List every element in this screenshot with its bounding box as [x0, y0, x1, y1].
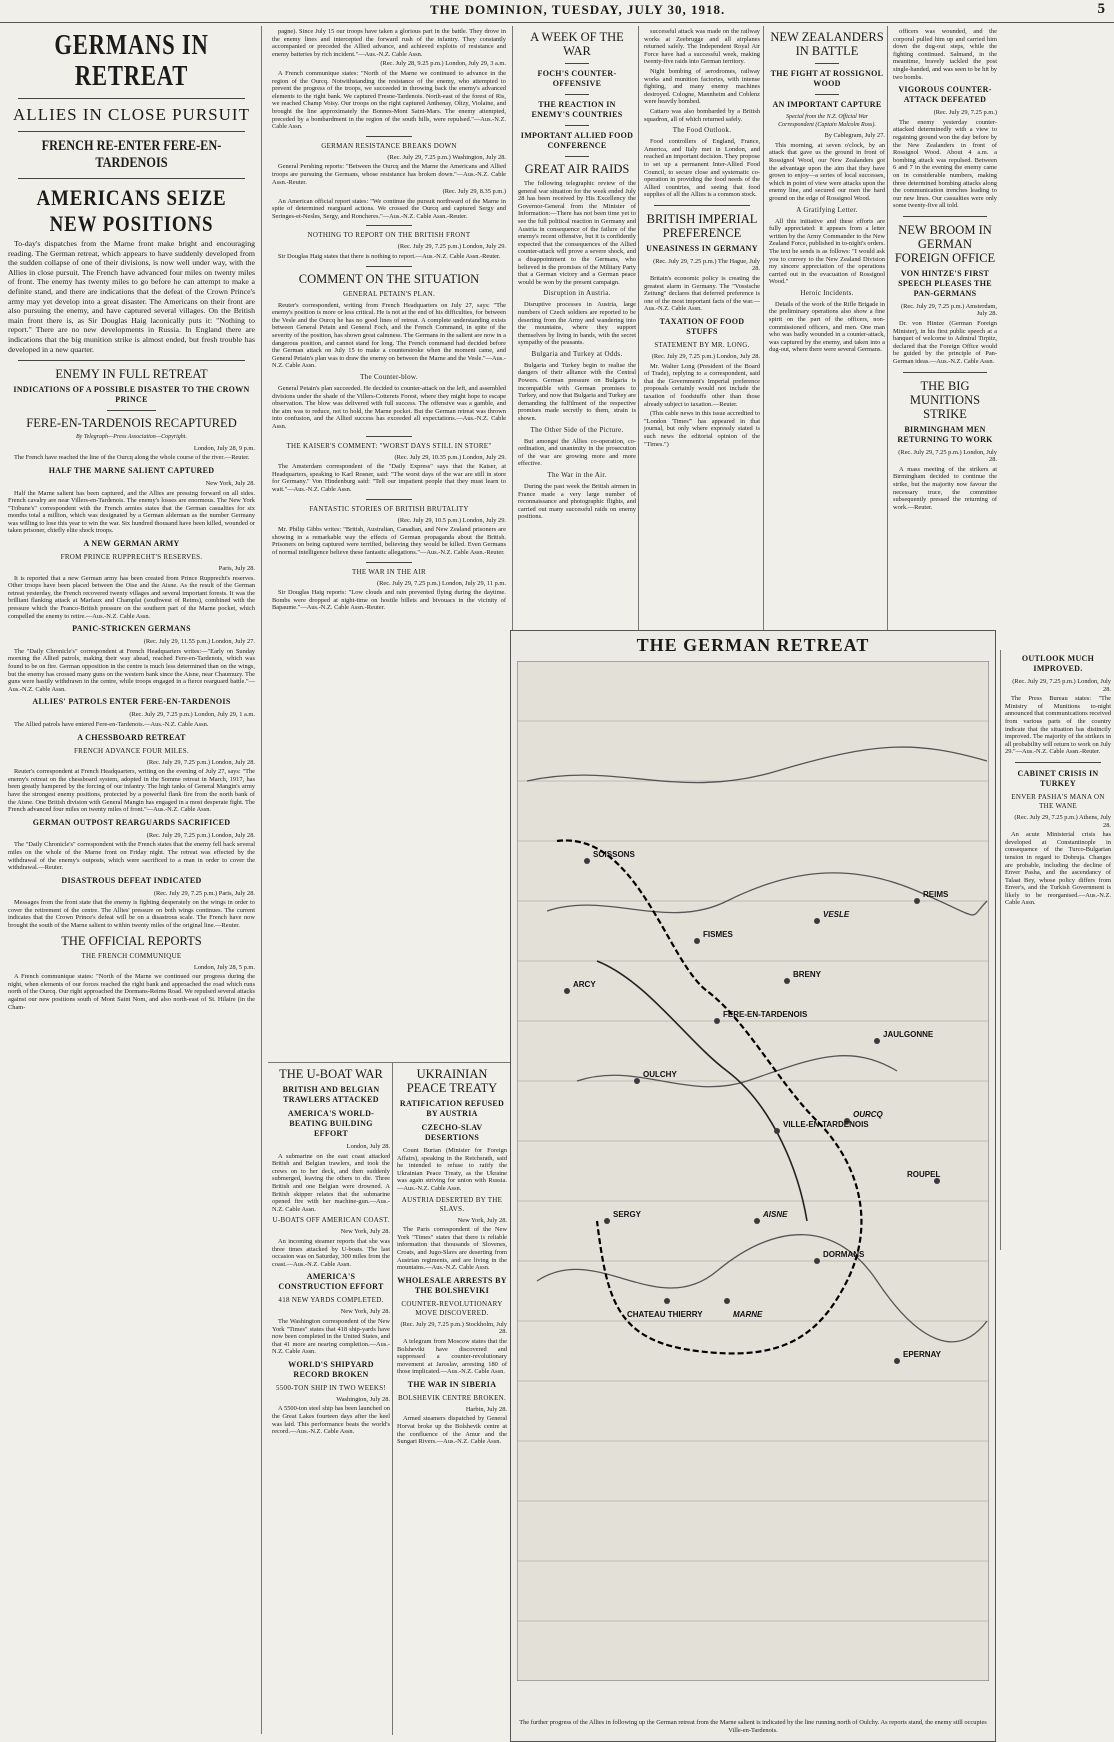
- column-strike-and-turkey: [1000, 650, 1114, 1250]
- article-body: Reuter's correspondent at French Headquarters, writing on the evening of July 27, says: "The enemy's retreat on the chessboard system, adopted in the Somme retreat in March, 1917, has been greatly hampered by the forcing of our infantry. The high tanks of General Mangin's army have the strongest enemy positions, protected by a powerful flank fire from the north bank of the Aisne. One British division with General Mangin has engaged in a most desperate fight. The French advanced four miles on twenty miles of front."—Aus.-N.Z. Cable Assn.: [8, 768, 255, 814]
- german-retreat-map: [510, 630, 996, 1742]
- section-subheading: ENVER PASHA'S MANA ON THE WANE: [1011, 792, 1105, 810]
- section-subheading: THE FRENCH COMMUNIQUE: [81, 951, 182, 960]
- section-subheading: The Food Outlook.: [672, 126, 732, 135]
- dateline: (Rec. July 29, 7.25 p.m.) London, July 28.: [898, 448, 997, 464]
- section-subheading: Bulgaria and Turkey at Odds.: [531, 349, 623, 358]
- article-body: The Press Bureau states: "The Ministry of Munitions to-night announced that communications received from various parts of the country indicate that the situation has distinctly improved. The majority of the strikers in all probability will return to work on July 29."—Aus.-N.Z. Cable Assn.-Reuter.: [1005, 695, 1111, 756]
- map-label: ARCY: [573, 980, 596, 989]
- dateline: (Rec. July 29, 8.35 p.m.): [442, 188, 506, 196]
- dateline: London, July 28, 5 p.m.: [193, 963, 255, 971]
- dateline: (Rec. July 29, 7.25 p.m.) Amsterdam, July 28.: [900, 302, 997, 318]
- article-body: The following telegraphic review of the general war situation for the week ended July 28 has been received by His Excellency the Governor-General from the Minister of Information:—There has not been time yet to see the full political reaction in Germany and Austria in consequence of the failure of the enemy's recent offensive, but it is confidently expected that the consequences of the Allied counter-attack will prove a severe shock, and a disappointment to the Germans, who believed in the promises of the Military Party that a German victory and a German peace would be won by the present campaign.: [518, 180, 636, 286]
- article-body: Night bombing of aerodromes, railway works and munition factories, with intense fighting, and many enemy machines destroyed. Cologne, Mannheim and Coblenz were heavily bombed.: [644, 67, 760, 106]
- section-subheading: 5500-TON SHIP IN TWO WEEKS!: [275, 1383, 387, 1392]
- section-heading: THE WAR IN THE AIR: [352, 567, 426, 576]
- section-subheading: RATIFICATION REFUSED BY AUSTRIA: [399, 1099, 505, 1118]
- section-subheading: The Counter-blow.: [360, 373, 418, 381]
- article-body: The Washington correspondent of the New York "Times" states that 418 ship-yards have now been completed in the United States, and that 41 more are nearing completion.—Aus.-N.Z. Cable Assn.: [272, 1317, 390, 1356]
- article-body: Food controllers of England, France, America, and Italy met in London, and reached an important decision. They propose to set up a permanent Inter-Allied Food Council, to secure close and systematic co-operation in providing the food needs of the Allied countries, and seeing that food supplies of all the Allies is a common stock.: [644, 138, 760, 199]
- section-subheading: THE WAR IN SIBERIA: [407, 1379, 497, 1389]
- divider: [565, 94, 589, 95]
- section-subheading: A Gratifying Letter.: [796, 205, 858, 214]
- map-label: CHATEAU THIERRY: [627, 1310, 703, 1319]
- section-subheading: UNEASINESS IN GERMANY: [646, 243, 758, 253]
- article-body: General Petain's plan succeeded. He decided to counter-attack on the left, and assembled divisions under the shade of the Villers-Cotterets Forest, where they might hope to escape observation. The blow was delivered with full success. The offensive was a gamble, and the aim was to reduce, not to hold, the Marne pocket. But the German retreat was thrown into confusion, and the Allied success has exceeded all expectations.—Aus.-N.Z. Cable Assn.: [272, 385, 506, 430]
- dateline: London, July 28, 9 p.m.: [193, 444, 255, 452]
- article-body: A submarine on the east coast attacked British and Belgian trawlers, and took the crews on to her deck, and then suddenly submerged, leaving the others to die. Three British and one Belgian were drowned. A British skipper relates that the submarine opened fire with her machine-gun.—Aus.-N.Z. Cable Assn.: [272, 1152, 390, 1213]
- article-body: An acute Ministerial crisis has developed at Constantinople in consequence of the Turco-Bulgarian tension in regard to Dobruja. Changes are probable, including the decline of Enver Pasha, and the ascendancy of Talaat Bey, whose policy differs from Enver's, and the Turkish Government is likely to be reorganised.—Aus.-N.Z. Cable Assn.: [1005, 831, 1111, 907]
- dateline: (Rec. July 28, 9.25 p.m.) London, July 29, 3 a.m.: [380, 60, 506, 68]
- column-air-and-food: [638, 26, 765, 646]
- section-subheading: STATEMENT BY MR. LONG.: [654, 341, 750, 350]
- article-body: The French have reached the line of the Ourcq along the whole course of the river.—Reuter.: [14, 454, 250, 462]
- divider: [107, 410, 156, 411]
- divider: [366, 562, 413, 563]
- section-subheading: AN IMPORTANT CAPTURE: [772, 100, 882, 109]
- section-heading: GERMAN RESISTANCE BREAKS DOWN: [321, 141, 457, 150]
- section-subheading: FRENCH ADVANCE FOUR MILES.: [73, 746, 190, 755]
- article-body: A French communique states: "North of the Marne we continued to advance in the region of the Ourcq. Notwithstanding the resistance of the enemy, who attempted to prevent the progress of the troops, we succeeded in throwing back the enemy's advanced elements to the right bank. We captured Fresne-Tardenois. North-east of the forest of Ris, we reached Champ Voisy. Our troops on the right captured Anthenay, Olizy, Violaine, and brought the line approximately the Bonnes-Mont Saint-Mars. The enemy attempted, preceded by a bombardment in the region of the south hills, were repulsed."—Aus.-N.Z. Cable Assn.: [272, 69, 506, 131]
- column-counter-attack: [887, 26, 1002, 646]
- dateline: London, July 28.: [346, 1143, 390, 1150]
- article-body: Reuter's correspondent, writing from French Headquarters on July 27, says: "The enemy's position is more or less critical. He is not at the end of his difficulties, for between the Vesle and the Ourcq he has no good lines of retreat. A complete understanding exists between General Petain and General Foch, and the French Command, in spite of the severity of the position, has shown great calmness. The Germans in the salient are now in a dangerous position, and cannot stand for long. The French command had decided before the German attack on July 15 to make a counterstroke when the moment came, and General Petain's plan was to draw the enemy on between the Marne and the Vesle."—Aus.-N.Z. Cable Assn.: [272, 301, 506, 370]
- section-heading: THE U-BOAT WAR: [279, 1067, 383, 1081]
- section-subheading: AUSTRIA DESERTED BY THE SLAVS.: [401, 1195, 503, 1213]
- article-body: A mass meeting of the strikers at Birmingham decided to continue the strike, but the majority now favour the necessary truce, the committee subsequently pressed the returning of work.—Reuter.: [893, 465, 997, 511]
- column-main-war-news: [8, 26, 262, 1734]
- section-heading: DISASTROUS DEFEAT INDICATED: [61, 875, 202, 885]
- section-heading: NEW ZEALANDERS IN BATTLE: [770, 30, 884, 58]
- column-new-zealanders: [763, 26, 890, 646]
- article-body: Bulgaria and Turkey begin to realise the dangers of their alliance with the Central Powers. German pressure on Bulgaria is incompatible with German promises to Turkey, and now that Bulgaria and Turkey are demanding the fulfilment of the respective promises made secretly to them, strain is shown.: [518, 361, 636, 423]
- section-heading: ALLIES' PATROLS ENTER FERE-EN-TARDENOIS: [32, 697, 231, 707]
- article-body: But amongst the Allies co-operation, co-ordination, and unanimity in the prosecution of the war are growing more and more effective.: [518, 437, 636, 468]
- dateline: New York, July 28.: [340, 1228, 390, 1236]
- section-heading: THE OFFICIAL REPORTS: [61, 933, 202, 948]
- section-heading: THE BIG MUNITIONS STRIKE: [909, 378, 981, 421]
- column-u-boat-war: [268, 1062, 394, 1735]
- deck-americans-seize: AMERICANS SEIZE NEW POSITIONS: [36, 185, 227, 236]
- column-week-of-war: [512, 26, 641, 646]
- section-heading: NOTHING TO REPORT ON THE BRITISH FRONT: [307, 231, 471, 240]
- section-subheading: VON HINTZE'S FIRST SPEECH PLEASES THE PAN-GERMANS: [898, 268, 992, 298]
- article-body: Sir Douglas Haig states that there is nothing to report.—Aus.-N.Z. Cable Assn.-Reuter.: [278, 253, 501, 261]
- section-heading: FANTASTIC STORIES OF BRITISH BRUTALITY: [309, 504, 469, 513]
- section-subheading: IMPORTANT ALLIED FOOD CONFERENCE: [520, 131, 634, 150]
- section-subheading: Heroic Incidents.: [800, 288, 854, 297]
- dateline: Harbin, July 28.: [465, 1405, 507, 1413]
- article-body: The enemy yesterday counter-attacked determinedly with a view to regaining ground won the day before by the New Zealanders in front of Rossignol Wood. About 4 a.m. a bombing attack was repulsed. Between 6 and 7 in the evening the enemy came on in considerable numbers, making three determined bombing attacks along the communication trenches leading to our new lines. Our casualties were only some twenty-five all told.: [893, 118, 997, 210]
- byline: By Telegraph—Press Association—Copyright.: [76, 434, 187, 441]
- divider: [903, 216, 987, 217]
- dateline: (Rec. July 29, 7.25 p.m.) Paris, July 28.: [153, 889, 255, 897]
- article-body: Dr. von Hintze (German Foreign Minister), in his first public speech at a banquet of welcome to Admiral Tirpitz, declared that the Foreign Office would be guided by the principle of Pan-German ideas.—Aus.-N.Z. Cable Assn.: [893, 320, 997, 366]
- section-subheading: GREAT AIR RAIDS: [524, 162, 630, 176]
- map-label: OURCQ: [853, 1110, 883, 1119]
- article-body: The Amsterdam correspondent of the "Daily Express" says that the Kaiser, at Headquarters, speaking to Karl Rosner, said: "The worst days of the war are still in store for Germany." Von Hindenburg said: "Tell our impatient people that they must learn to wait."—Aus.-N.Z. Cable Assn.: [272, 463, 506, 493]
- section-heading: A WEEK OF THE WAR: [530, 30, 624, 58]
- section-subheading: Disruption in Austria.: [543, 289, 611, 298]
- section-subheading: FROM PRINCE RUPPRECHT'S RESERVES.: [60, 553, 203, 562]
- section-subheading: OUTLOOK MUCH IMPROVED.: [1021, 654, 1095, 673]
- section-heading: ENEMY IN FULL RETREAT: [55, 367, 208, 382]
- map-label: SERGY: [613, 1210, 642, 1219]
- section-heading: A CHESSBOARD RETREAT: [77, 732, 186, 742]
- section-subheading: AMERICA'S WORLD-BEATING BUILDING EFFORT: [287, 1109, 375, 1138]
- map-label: FERE-EN-TARDENOIS: [723, 1010, 808, 1019]
- dateline: (Rec. July 29, 7.25 p.m.) Washington, July 28.: [387, 153, 506, 161]
- map-label: VESLE: [823, 910, 850, 919]
- dateline: (Rec. July 29, 7.25 p.m.) London, July 28.: [651, 353, 760, 361]
- map-label: AISNE: [763, 1210, 788, 1219]
- map-label: VILLE-EN-TARDENOIS: [783, 1120, 869, 1129]
- dateline: (Rec. July 29, 7.25 p.m.) London, July 29, 11 p.m.: [377, 579, 506, 587]
- masthead-title: THE DOMINION, TUESDAY, JULY 30, 1918.: [430, 2, 726, 17]
- section-subheading: BIRMINGHAM MEN RETURNING TO WORK: [897, 424, 993, 444]
- dateline: New York, July 28.: [340, 1308, 390, 1316]
- section-subheading: The Other Side of the Picture.: [530, 425, 624, 434]
- article-body: successful attack was made on the railway works at Zeebrugge and all airplanes returned safely. The Independent Royal Air Force have had a successful week, making twenty-five raids into German territory.: [644, 28, 760, 66]
- divider: [366, 225, 413, 226]
- dateline: (Rec. July 29, 7.25 p.m.) London, July 29.: [397, 243, 506, 251]
- article-body: It is reported that a new German army has been created from Prince Rupprecht's reserves. Other troops have been placed between the Oise and the Aisne. As the result of the German retreat yesterday, the French recovered twenty villages and several important forests. It was the brilliant flanking attack at Marfaux and Champlat (southwest of Reims), combined with the pressure which the Franco-British pressure on the southern part of the Marne pocket, which compelled the enemy to retire.—Aus.-N.Z. Cable Assn.: [8, 574, 255, 620]
- section-subheading: BRITISH AND BELGIAN TRAWLERS ATTACKED: [282, 1085, 380, 1104]
- map-label: FISMES: [703, 930, 733, 939]
- divider: [815, 63, 838, 64]
- map-label: SOISSONS: [593, 850, 635, 859]
- article-body: Mr. Philip Gibbs writes: "British, Australian, Canadian, and New Zealand prisoners are showing in a remarkable way the effects of German propaganda about the British. Prisoners on being captured were terrified, believing they would be killed. Even Germans of normal intelligence believe these fantastic allegations."—Aus.-N.Z. Cable Assn.-Reuter.: [272, 526, 506, 556]
- section-heading: UKRAINIAN PEACE TREATY: [406, 1067, 498, 1095]
- column-war-reports: [268, 26, 510, 1056]
- lead-paragraph: To-day's dispatches from the Marne front make bright and encouraging reading. The German retreat, which appears to have suddenly developed from the sudden collapse of one of their divisions, is now well under way, with the Allies in close pursuit. The French have advanced four miles on twenty miles of front. The enemy has twenty miles to go before he can attempt to make a definite stand, and there are indications that the defeat of the Crown Prince's army may yet develop into a great disaster. The Americans on their front are also pursuing the enemy, and have captured several villages. On the British main front there is, as Sir Douglas Haig laconically puts it: "Nothing to report." There are no new developments in Russia. In England there are indications that the big munition strike is almost ended, but fresh trouble has developed in a new quarter.: [8, 239, 255, 354]
- article-body: The Paris correspondent of the New York "Times" states that there is reliable information that thousands of Slovenes, Croats, and Jugo-Slavs are deserting from Austrian regiments, and are living in the mountains.—Aus.-N.Z. Cable Assn.: [397, 1226, 507, 1272]
- article-body: The "Daily Chronicle's" correspondent with the French states that the enemy fell back several miles on the whole of the Marne front on Friday night. The retreat was effected by the withdrawal of the enemy's outposts, which were sacrificed to a man in order to cover the withdrawal.—Reuter.: [8, 841, 255, 872]
- deck-french-reenter: FRENCH RE-ENTER FERE-EN-TARDENOIS: [41, 138, 222, 171]
- article-body: This morning, at seven o'clock, by an attack that gave us the ground in front of Rossignol Wood, our New Zealanders got the advantage upon the aim that they have grown to enjoy—a series of local successes, which in point of view were attacks upon the enemy line, and secured our men the hard ground on the edge of Rossignol Wood.: [769, 141, 885, 202]
- section-heading: PANIC-STRICKEN GERMANS: [72, 624, 191, 634]
- section-subheading: WHOLESALE ARRESTS BY THE BOLSHEVIKI: [397, 1275, 507, 1295]
- dateline: (Rec. July 29, 7.25 p.m.) Stockholm, July 28.: [400, 1320, 507, 1336]
- section-subheading: THE FIGHT AT ROSSIGNOL WOOD: [770, 69, 884, 88]
- section-subheading: WORLD'S SHIPYARD RECORD BROKEN: [288, 1359, 374, 1379]
- dateline: By Cablegram, July 27.: [824, 132, 885, 140]
- divider: [366, 266, 413, 267]
- article-body: An incoming steamer reports that she was three times attacked by U-boats. The last occasion was on Saturday, 300 miles from the coast.—Aus.-N.Z. Cable Assn.: [272, 1237, 390, 1268]
- map-label: ROUPEL: [907, 1170, 941, 1179]
- article-body: During the past week the British airmen in France made a very large number of reconnaissance and photographic flights, and carried out many successful raids on enemy positions.: [518, 483, 636, 521]
- article-body: Disruptive processes in Austria, large numbers of Czech soldiers are reported to be deserting from the Army and wandering into the mountains, where they support themselves by living in bands, with the secret sympathy of the peasants.: [518, 301, 636, 347]
- section-subheading: GENERAL PETAIN'S PLAN.: [342, 289, 435, 298]
- divider: [565, 63, 589, 64]
- map-label: REIMS: [923, 890, 949, 899]
- main-headline: GERMANS IN RETREAT: [54, 29, 209, 92]
- article-body: pagne). Since July 15 our troops have taken a glorious part in the battle. They drove in the enemy lines and intercepted the forward rush of the infantry. They constantly accompanied or preceded the Allied advance, and achieved exploits of resistance and enemy batteries by rich incident."—Aus.-N.Z. Cable Assn.: [272, 28, 506, 58]
- section-heading: CABINET CRISIS IN TURKEY: [1017, 768, 1099, 788]
- section-subheading: 418 NEW YARDS COMPLETED.: [278, 1296, 384, 1305]
- article-body: Sir Douglas Haig reports: "Low clouds and rain prevented flying during the daytime. Bombs were dropped at night-time on hostile billets and bivouacs in the vicinity of Bapaume."—Aus.-N.Z. Cable Assn.-Reuter.: [272, 589, 506, 612]
- map-caption: The further progress of the Allies in following up the German retreat from the Marne salient is indicated by the line running north of Oulchy. As reports stand, the enemy still occupies Ville-en-Tardenois.: [519, 1719, 987, 1734]
- dateline: (Rec. July 29, 7.25 p.m.) London, July 28.: [1012, 678, 1111, 693]
- dateline: (Rec. July 29, 7.25 p.m.) London, July 28.: [146, 831, 255, 839]
- article-body: All this initiative and these efforts are fully appreciated: it appears from a letter written by the Army Commander to the New Zealand Force, published in to-night's orders. The text he sends is as follows: "I would ask you to convey to the New Zealand Division my sincere appreciation of the operations carried out in the evacuation of Rossignol Wood.": [769, 217, 885, 286]
- article-body: A French communique states: "North of the Marne we continued our progress during the night, when elements of our forces reached the right bank and approached the road which runs north of the Ourcq. Our right approached the Dormans-Reims Road. We repulsed several attacks against our new positions south of Mont Saint Nom, and also north-east of St. Hilaire (in the Cham-: [8, 973, 255, 1011]
- divider: [903, 372, 987, 373]
- page-number: 5: [1097, 1, 1106, 17]
- column-ukrainian-treaty: [392, 1062, 511, 1735]
- divider: [654, 205, 750, 206]
- article-body: Britain's economic policy is creating the greatest alarm in Germany. The "Vossische Zeitung" declares that deferred preference is one of the most important facts of the war.—Aus.-N.Z. Cable Assn.: [644, 275, 760, 313]
- dateline: (Rec. July 29, 7.25 p.m.): [933, 109, 997, 117]
- map-graphic: [517, 661, 989, 1681]
- section-subheading: BOLSHEVIK CENTRE BROKEN.: [397, 1393, 507, 1402]
- section-subheading: The War in the Air.: [547, 471, 607, 479]
- divider: [366, 499, 413, 500]
- section-heading: THE KAISER'S COMMENT: "WORST DAYS STILL IN STORE": [286, 441, 492, 450]
- divider: [565, 125, 589, 126]
- divider: [565, 156, 589, 157]
- article-body: An American official report states: "We continue the pursuit northward of the Marne in spite of determined rearguard actions. We crossed the Ourcq and captured Sergy and Seringes-et-Nesles, Sergy, and Roncheres."—Aus.-N.Z. Cable Assn.-Reuter.: [272, 197, 506, 220]
- article-body: Half the Marne salient has been captured, and the Allies are pressing forward on all sides. French cavalry are near Villers-en-Tardenois. The enemy's losses are enormous. The New York "Tribune's" correspondent with the French armies states that the German casualties for six months total a million, which was designated by a German alderman as the number Germany was willing to lose this year to win the war. Six hundred thousand have been killed, wounded or taken prisoner, chiefly elite shock troops.: [8, 489, 255, 535]
- section-subheading: TAXATION OF FOOD STUFFS: [659, 317, 745, 337]
- dateline: New York, July 28.: [205, 479, 255, 487]
- divider: [1015, 762, 1101, 763]
- dateline: Washington, July 28.: [336, 1395, 390, 1403]
- article-body: Details of the work of the Rifle Brigade in the preliminary operations also show a fine spirit on the part of the officers, non-commissioned officers, and men. One man who was badly wounded in a counter-attack, was captured by the enemy, and taken into a dug-out, where there were several Germans.: [769, 300, 885, 354]
- article-body: The "Daily Chronicle's" correspondent at French Headquarters writes:—"Early on Sunday morning the Allied patrols, making their way ahead, reached Fere-en-Tardenois, which was found to be on fire. German opposition in the centre is much less determined than on the wings, but the enemy has crossed many guns on the western bank since the Aisne, near Chaumuzy. The guns were hastily withdrawn in the centre, while troops engaged in a fierce rearguard battle."—Aus.-N.Z. Cable Assn.: [8, 647, 255, 693]
- dateline: (Rec. July 29, 10.5 p.m.) London, July 29.: [397, 516, 506, 524]
- article-body: A telegram from Moscow states that the Bolsheviki have discovered and suppressed a counter-revolutionary movement at Jaroslav, arresting 180 of those implicated.—Aus.-N.Z. Cable Assn.: [397, 1337, 507, 1376]
- map-label: DORMANS: [823, 1250, 865, 1259]
- article-body: Count Burian (Minister for Foreign Affairs), speaking in the Reichsrath, said he intended to refuse to ratify the Ukrainian Peace Treaty, as the Ukraine was again striving for union with Russia.—Aus.-N.Z. Cable Assn.: [397, 1147, 507, 1192]
- section-subheading: INDICATIONS OF A POSSIBLE DISASTER TO THE CROWN PRINCE: [13, 385, 250, 405]
- section-heading: COMMENT ON THE SITUATION: [298, 271, 480, 286]
- section-subheading: U-BOATS OFF AMERICAN COAST.: [272, 1216, 390, 1225]
- section-heading: GERMAN OUTPOST REARGUARDS SACRIFICED: [32, 817, 231, 827]
- divider: [366, 436, 413, 437]
- divider: [815, 94, 838, 95]
- article-body: The Allied patrols have entered Fere-en-Tardenois.—Aus.-N.Z. Cable Assn.: [14, 720, 209, 728]
- section-subheading: COUNTER-REVOLUTIONARY MOVE DISCOVERED.: [401, 1299, 503, 1317]
- section-subheading: THE REACTION IN ENEMY'S COUNTRIES: [531, 100, 623, 119]
- article-body: officers was wounded, and the corporal pulled him up and carried him down the dug-out steps, while the fighting continued. Salmand, in the meantime, bravely tackled the post single-handed, and was seen to be hit by two bombs.: [893, 28, 997, 81]
- section-subheading: FOCH'S COUNTER-OFFENSIVE: [537, 69, 617, 88]
- article-body: General Pershing reports: "Between the Ourcq and the Marne the Americans and Allied troops are pursuing the Germans, whose resistance has broken down."—Aus.-N.Z. Cable Assn.-Reuter.: [272, 163, 506, 186]
- dateline: (Rec. July 29, 11.55 p.m.) London, July 27.: [143, 638, 255, 646]
- section-heading: NEW BROOM IN GERMAN FOREIGN OFFICE: [894, 222, 996, 265]
- dateline: (Rec. July 29, 7.25 p.m.) The Hague, July 28.: [653, 257, 760, 273]
- divider: [366, 136, 413, 137]
- map-label: BRENY: [793, 970, 822, 979]
- masthead: [0, 0, 1114, 23]
- dateline: (Rec. July 29, 10.35 p.m.) London, July 29.: [394, 453, 506, 461]
- dateline: (Rec. July 29, 7.25 p.m.) London, July 29, 1 a.m.: [129, 711, 255, 719]
- article-body: (This cable news in this issue accredited to "London 'Times'" has appeared in that journal, but only where expressly stated is such news the editorial opinion of the "Times."): [644, 410, 760, 448]
- section-subheading: CZECHO-SLAV DESERTIONS: [421, 1123, 483, 1142]
- article-body: Mr. Walter Long (President of the Board of Trade), replying to a correspondent, said that the Government's Imperial preference proposals certainly would not include the taxation of foodstuffs other than those already subject to taxation.—Reuter.: [644, 362, 760, 408]
- section-heading: BRITISH IMPERIAL PREFERENCE: [646, 211, 758, 240]
- dateline: (Rec. July 29, 7.25 p.m.) London, July 28.: [146, 758, 255, 766]
- article-body: Messages from the front state that the enemy is fighting desperately on the wings in order to cover the retirement of the centre. The Allies' pressure on both wings continues. The current indicates that the Crown Prince's defeat will be on a disastrous scale. The French have now brought the south of the Marne salient to within twenty miles of the original line.—Reuter.: [8, 899, 255, 930]
- section-heading: HALF THE MARNE SALIENT CAPTURED: [48, 465, 215, 475]
- divider: [18, 178, 245, 179]
- section-heading: A NEW GERMAN ARMY: [83, 539, 180, 549]
- map-title: THE GERMAN RETREAT: [636, 635, 870, 655]
- map-label: EPERNAY: [903, 1350, 941, 1359]
- dateline: (Rec. July 29, 7.25 p.m.) Athens, July 28.: [1014, 813, 1111, 829]
- map-label: OULCHY: [643, 1070, 677, 1079]
- section-heading: FERE-EN-TARDENOIS RECAPTURED: [26, 416, 237, 431]
- article-body: Armed steamers dispatched by General Horvat broke up the Bolshevik centre at the confluence of the Amur and the Sungari Rivers.—Aus.-N.Z. Cable Assn.: [397, 1415, 507, 1446]
- dateline: New York, July 28.: [457, 1216, 507, 1224]
- dateline: Paris, July 28.: [218, 565, 255, 573]
- article-body: A 5500-ton steel ship has been launched on the Great Lakes fourteen days after the keel was laid. This performance beats the world's record.—Aus.-N.Z. Cable Assn.: [272, 1405, 390, 1436]
- byline: Special from the N.Z. Official War Correspondent (Captain Malcolm Ross).: [778, 114, 876, 128]
- map-label: MARNE: [733, 1310, 763, 1319]
- divider: [18, 98, 245, 99]
- article-body: Cattaro was also bombarded by a British squadron, all of which returned safely.: [644, 107, 760, 123]
- map-label: JAULGONNE: [883, 1030, 934, 1039]
- section-subheading: VIGOROUS COUNTER-ATTACK DEFEATED: [898, 85, 992, 105]
- deck-allies-pursuit: ALLIES IN CLOSE PURSUIT: [13, 105, 250, 124]
- divider: [18, 360, 245, 361]
- section-subheading: AMERICA'S CONSTRUCTION EFFORT: [278, 1272, 384, 1292]
- divider: [18, 131, 245, 132]
